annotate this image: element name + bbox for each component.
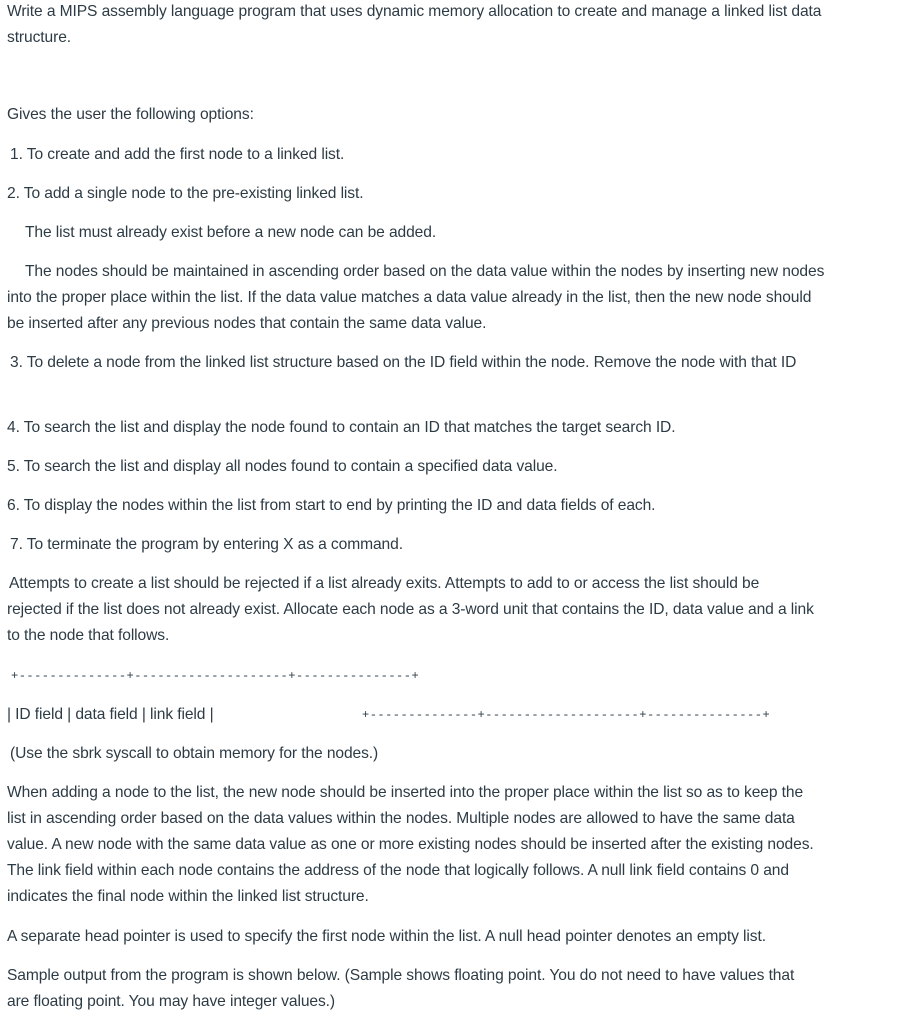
node-diagram-fields-row: | ID field | data field | link field |: [7, 706, 214, 723]
attempts-line-1: Attempts to create a list should be rejected if a list already exits. Attempts to add to or access the list should be: [9, 575, 760, 592]
option-2-note-2-line-2: into the proper place within the list. If the data value matches a data value already in the list, then the new node should: [7, 289, 812, 306]
attempts-line-3: to the node that follows.: [7, 627, 170, 644]
option-2-note-2-line-1: The nodes should be maintained in ascending order based on the data value within the nodes by inserting new nodes: [25, 263, 825, 280]
adding-line-1: When adding a node to the list, the new node should be inserted into the proper place within the list so as to keep the: [7, 784, 804, 801]
title-line-1: Write a MIPS assembly language program that uses dynamic memory allocation to create and manage a linked list data: [7, 3, 822, 20]
option-7: 7. To terminate the program by entering X as a command.: [10, 536, 403, 553]
title-line-2: structure.: [7, 29, 71, 46]
option-2-note-2-line-3: be inserted after any previous nodes that contain the same data value.: [7, 315, 487, 332]
sample-line-1: Sample output from the program is shown below. (Sample shows floating point. You do not need to have values that: [7, 967, 795, 984]
option-4: 4. To search the list and display the node found to contain an ID that matches the target search ID.: [7, 419, 676, 436]
option-6: 6. To display the nodes within the list from start to end by printing the ID and data fields of each.: [7, 497, 656, 514]
node-diagram-bottom-border: +--------------+--------------------+---------------+: [362, 708, 771, 722]
node-diagram-top-border: +--------------+--------------------+---------------+: [11, 669, 420, 683]
option-3: 3. To delete a node from the linked list structure based on the ID field within the node. Remove the node with that ID: [10, 354, 797, 371]
option-1: 1. To create and add the first node to a linked list.: [10, 146, 345, 163]
attempts-line-2: rejected if the list does not already exist. Allocate each node as a 3-word unit that contains the ID, data value and a link: [7, 601, 814, 618]
head-pointer-text: A separate head pointer is used to specify the first node within the list. A null head pointer denotes an empty list.: [7, 928, 766, 945]
sample-line-2: are floating point. You may have integer values.): [7, 993, 335, 1010]
option-5: 5. To search the list and display all nodes found to contain a specified data value.: [7, 458, 558, 475]
adding-line-4: The link field within each node contains the address of the node that logically follows. A null link field contains 0 and: [7, 862, 789, 879]
adding-line-5: indicates the final node within the linked list structure.: [7, 888, 369, 905]
adding-line-2: list in ascending order based on the data values within the nodes. Multiple nodes are allowed to have the same data: [7, 810, 795, 827]
intro-text: Gives the user the following options:: [7, 106, 254, 123]
adding-line-3: value. A new node with the same data value as one or more existing nodes should be inserted after the existing nodes.: [7, 836, 814, 853]
option-2-note-1: The list must already exist before a new node can be added.: [25, 224, 437, 241]
sbrk-note: (Use the sbrk syscall to obtain memory for the nodes.): [10, 745, 379, 762]
option-2: 2. To add a single node to the pre-existing linked list.: [7, 185, 364, 202]
